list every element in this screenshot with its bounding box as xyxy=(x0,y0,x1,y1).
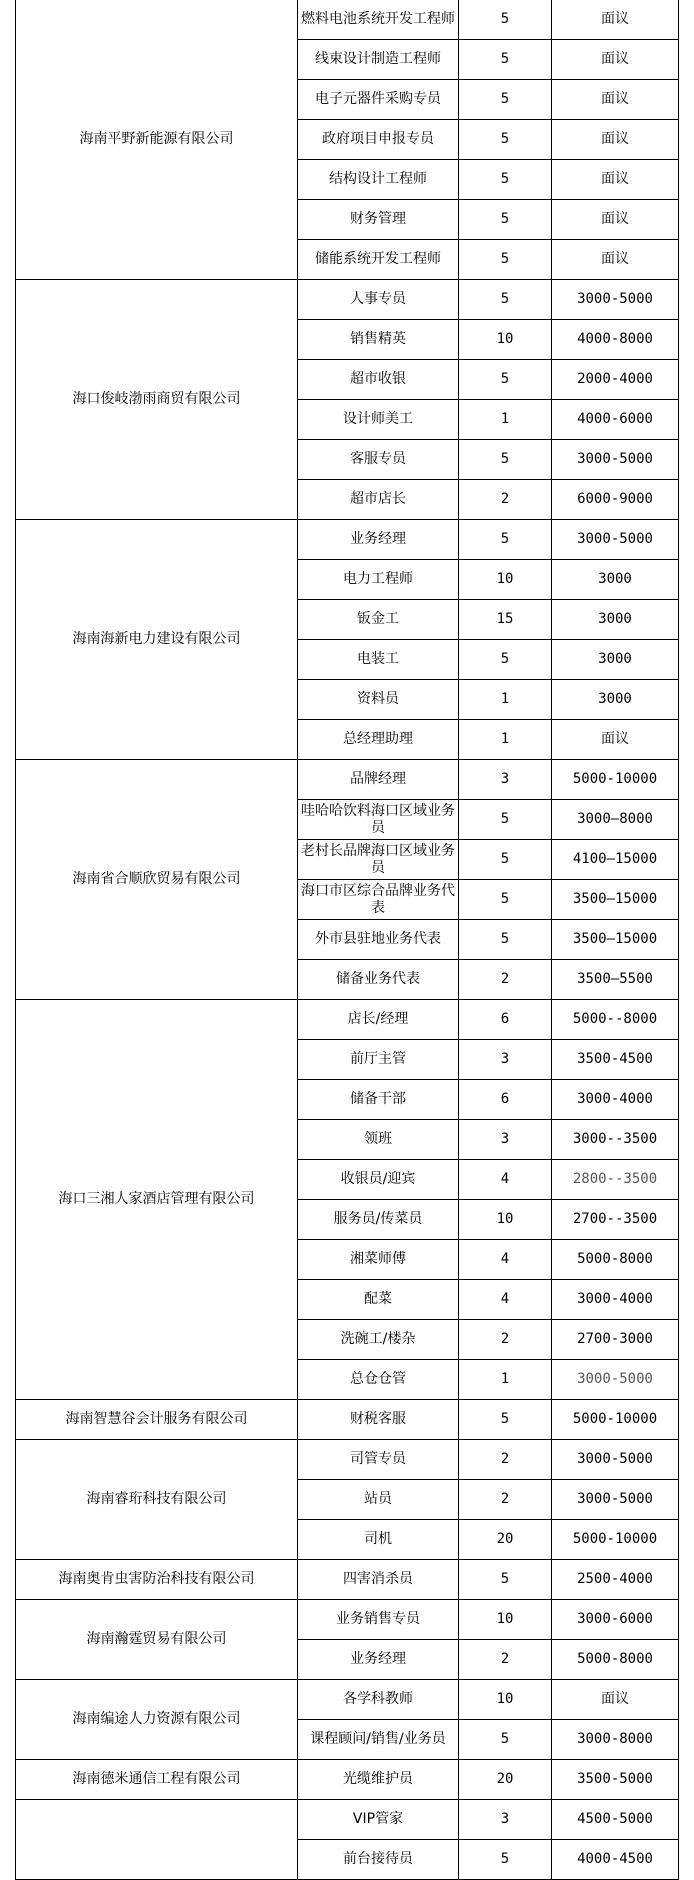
job-table-body xyxy=(16,0,679,1880)
position-cell: 收银员/迎宾 xyxy=(298,1160,459,1200)
headcount-cell: 5 xyxy=(459,160,552,200)
table-row xyxy=(16,1680,679,1720)
headcount-cell: 10 xyxy=(459,560,552,600)
company-name-cell: 海南瀚霆贸易有限公司 xyxy=(16,1600,298,1680)
headcount-cell: 5 xyxy=(459,920,552,960)
headcount-cell: 5 xyxy=(459,440,552,480)
salary-cell: 5000-10000 xyxy=(552,760,679,800)
salary-cell: 3000-4000 xyxy=(552,1280,679,1320)
salary-cell: 3000-5000 xyxy=(552,520,679,560)
position-cell: 老村长品牌海口区域业务员 xyxy=(298,840,459,880)
company-name-cell: 海南智慧谷会计服务有限公司 xyxy=(16,1400,298,1440)
headcount-cell: 4 xyxy=(459,1240,552,1280)
salary-cell: 面议 xyxy=(552,200,679,240)
headcount-cell: 3 xyxy=(459,1800,552,1840)
salary-cell: 3000 xyxy=(552,640,679,680)
position-cell: 结构设计工程师 xyxy=(298,160,459,200)
position-cell: 储备干部 xyxy=(298,1080,459,1120)
salary-cell: 面议 xyxy=(552,80,679,120)
salary-cell: 2000-4000 xyxy=(552,360,679,400)
headcount-cell: 4 xyxy=(459,1280,552,1320)
table-row xyxy=(16,1560,679,1600)
position-cell: 业务经理 xyxy=(298,1640,459,1680)
position-cell: 司管专员 xyxy=(298,1440,459,1480)
salary-cell: 2800--3500 xyxy=(552,1160,679,1200)
headcount-cell: 10 xyxy=(459,1680,552,1720)
position-cell: 钣金工 xyxy=(298,600,459,640)
headcount-cell: 5 xyxy=(459,200,552,240)
position-cell: 前厅主管 xyxy=(298,1040,459,1080)
position-cell: 业务经理 xyxy=(298,520,459,560)
headcount-cell: 5 xyxy=(459,1400,552,1440)
position-cell: 湘菜师傅 xyxy=(298,1240,459,1280)
salary-cell: 5000--8000 xyxy=(552,1000,679,1040)
salary-cell: 3000-4000 xyxy=(552,1080,679,1120)
salary-cell: 3500—15000 xyxy=(552,880,679,920)
company-name-cell xyxy=(16,1800,298,1880)
position-cell: 燃料电池系统开发工程师 xyxy=(298,0,459,40)
position-cell: 超市店长 xyxy=(298,480,459,520)
salary-cell: 3000-5000 xyxy=(552,1440,679,1480)
salary-cell: 面议 xyxy=(552,0,679,40)
headcount-cell: 5 xyxy=(459,80,552,120)
headcount-cell: 2 xyxy=(459,480,552,520)
salary-cell: 3500—5500 xyxy=(552,960,679,1000)
position-cell: 店长/经理 xyxy=(298,1000,459,1040)
headcount-cell: 1 xyxy=(459,1360,552,1400)
salary-cell: 3000 xyxy=(552,600,679,640)
table-row xyxy=(16,1800,679,1840)
headcount-cell: 2 xyxy=(459,1640,552,1680)
company-name-cell: 海南编途人力资源有限公司 xyxy=(16,1680,298,1760)
headcount-cell: 5 xyxy=(459,1720,552,1760)
salary-cell: 5000-10000 xyxy=(552,1520,679,1560)
headcount-cell: 5 xyxy=(459,280,552,320)
table-row xyxy=(16,1760,679,1800)
position-cell: 电力工程师 xyxy=(298,560,459,600)
headcount-cell: 5 xyxy=(459,520,552,560)
position-cell: 电子元器件采购专员 xyxy=(298,80,459,120)
position-cell: 储能系统开发工程师 xyxy=(298,240,459,280)
position-cell: 政府项目申报专员 xyxy=(298,120,459,160)
table-row xyxy=(16,1000,679,1040)
headcount-cell: 2 xyxy=(459,1320,552,1360)
headcount-cell: 10 xyxy=(459,1600,552,1640)
position-cell: 服务员/传菜员 xyxy=(298,1200,459,1240)
salary-cell: 3000-5000 xyxy=(552,1360,679,1400)
table-row xyxy=(16,280,679,320)
salary-cell: 4000-6000 xyxy=(552,400,679,440)
company-name-cell: 海南海新电力建设有限公司 xyxy=(16,520,298,760)
headcount-cell: 3 xyxy=(459,1120,552,1160)
headcount-cell: 5 xyxy=(459,120,552,160)
position-cell: 司机 xyxy=(298,1520,459,1560)
position-cell: 站员 xyxy=(298,1480,459,1520)
position-cell: 各学科教师 xyxy=(298,1680,459,1720)
salary-cell: 3000-5000 xyxy=(552,440,679,480)
company-name-cell: 海口三湘人家酒店管理有限公司 xyxy=(16,1000,298,1400)
headcount-cell: 20 xyxy=(459,1520,552,1560)
position-cell: 哇哈哈饮料海口区域业务员 xyxy=(298,800,459,840)
position-cell: 储备业务代表 xyxy=(298,960,459,1000)
table-row xyxy=(16,760,679,800)
salary-cell: 3000-6000 xyxy=(552,1600,679,1640)
position-cell: 总仓仓管 xyxy=(298,1360,459,1400)
headcount-cell: 6 xyxy=(459,1080,552,1120)
position-cell: 客服专员 xyxy=(298,440,459,480)
salary-cell: 6000-9000 xyxy=(552,480,679,520)
headcount-cell: 3 xyxy=(459,1040,552,1080)
table-row xyxy=(16,1600,679,1640)
salary-cell: 3500-4500 xyxy=(552,1040,679,1080)
salary-cell: 面议 xyxy=(552,160,679,200)
table-row xyxy=(16,1440,679,1480)
headcount-cell: 1 xyxy=(459,720,552,760)
position-cell: 设计师美工 xyxy=(298,400,459,440)
salary-cell: 3500—15000 xyxy=(552,920,679,960)
headcount-cell: 10 xyxy=(459,1200,552,1240)
salary-cell: 面议 xyxy=(552,240,679,280)
salary-cell: 3000--3500 xyxy=(552,1120,679,1160)
salary-cell: 2700--3500 xyxy=(552,1200,679,1240)
salary-cell: 面议 xyxy=(552,720,679,760)
position-cell: 海口市区综合品牌业务代表 xyxy=(298,880,459,920)
position-cell: 业务销售专员 xyxy=(298,1600,459,1640)
position-cell: 总经理助理 xyxy=(298,720,459,760)
headcount-cell: 2 xyxy=(459,1480,552,1520)
salary-cell: 2500-4000 xyxy=(552,1560,679,1600)
headcount-cell: 5 xyxy=(459,840,552,880)
position-cell: 配菜 xyxy=(298,1280,459,1320)
salary-cell: 3000-8000 xyxy=(552,1720,679,1760)
salary-cell: 3500-5000 xyxy=(552,1760,679,1800)
position-cell: 资料员 xyxy=(298,680,459,720)
position-cell: 领班 xyxy=(298,1120,459,1160)
salary-cell: 2700-3000 xyxy=(552,1320,679,1360)
salary-cell: 面议 xyxy=(552,120,679,160)
position-cell: 线束设计制造工程师 xyxy=(298,40,459,80)
salary-cell: 4500-5000 xyxy=(552,1800,679,1840)
salary-cell: 3000 xyxy=(552,680,679,720)
headcount-cell: 15 xyxy=(459,600,552,640)
headcount-cell: 5 xyxy=(459,240,552,280)
job-listing-table xyxy=(15,0,679,1880)
position-cell: 外市县驻地业务代表 xyxy=(298,920,459,960)
headcount-cell: 20 xyxy=(459,1760,552,1800)
headcount-cell: 5 xyxy=(459,0,552,40)
company-name-cell: 海南奥肯虫害防治科技有限公司 xyxy=(16,1560,298,1600)
salary-cell: 5000-8000 xyxy=(552,1640,679,1680)
position-cell: 电装工 xyxy=(298,640,459,680)
position-cell: VIP管家 xyxy=(298,1800,459,1840)
headcount-cell: 3 xyxy=(459,760,552,800)
position-cell: 品牌经理 xyxy=(298,760,459,800)
headcount-cell: 1 xyxy=(459,400,552,440)
position-cell: 财务管理 xyxy=(298,200,459,240)
salary-cell: 4000-8000 xyxy=(552,320,679,360)
position-cell: 前台接待员 xyxy=(298,1840,459,1880)
position-cell: 课程顾问/销售/业务员 xyxy=(298,1720,459,1760)
headcount-cell: 5 xyxy=(459,1840,552,1880)
headcount-cell: 5 xyxy=(459,800,552,840)
headcount-cell: 5 xyxy=(459,1560,552,1600)
headcount-cell: 6 xyxy=(459,1000,552,1040)
salary-cell: 3000 xyxy=(552,560,679,600)
headcount-cell: 5 xyxy=(459,40,552,80)
position-cell: 人事专员 xyxy=(298,280,459,320)
salary-cell: 4000-4500 xyxy=(552,1840,679,1880)
position-cell: 光缆维护员 xyxy=(298,1760,459,1800)
salary-cell: 5000-8000 xyxy=(552,1240,679,1280)
company-name-cell: 海南省合顺欣贸易有限公司 xyxy=(16,760,298,1000)
table-row xyxy=(16,1400,679,1440)
company-name-cell: 海南睿珩科技有限公司 xyxy=(16,1440,298,1560)
position-cell: 洗碗工/楼杂 xyxy=(298,1320,459,1360)
salary-cell: 3000-5000 xyxy=(552,1480,679,1520)
headcount-cell: 5 xyxy=(459,360,552,400)
table-row xyxy=(16,520,679,560)
company-name-cell: 海南平野新能源有限公司 xyxy=(16,0,298,280)
headcount-cell: 5 xyxy=(459,640,552,680)
salary-cell: 面议 xyxy=(552,40,679,80)
headcount-cell: 5 xyxy=(459,880,552,920)
salary-cell: 3000-5000 xyxy=(552,280,679,320)
company-name-cell: 海口俊岐渤雨商贸有限公司 xyxy=(16,280,298,520)
headcount-cell: 4 xyxy=(459,1160,552,1200)
salary-cell: 4100—15000 xyxy=(552,840,679,880)
salary-cell: 3000—8000 xyxy=(552,800,679,840)
headcount-cell: 10 xyxy=(459,320,552,360)
position-cell: 超市收银 xyxy=(298,360,459,400)
company-name-cell: 海南德米通信工程有限公司 xyxy=(16,1760,298,1800)
salary-cell: 面议 xyxy=(552,1680,679,1720)
headcount-cell: 2 xyxy=(459,1440,552,1480)
headcount-cell: 2 xyxy=(459,960,552,1000)
position-cell: 四害消杀员 xyxy=(298,1560,459,1600)
position-cell: 销售精英 xyxy=(298,320,459,360)
salary-cell: 5000-10000 xyxy=(552,1400,679,1440)
table-row xyxy=(16,0,679,40)
headcount-cell: 1 xyxy=(459,680,552,720)
position-cell: 财税客服 xyxy=(298,1400,459,1440)
